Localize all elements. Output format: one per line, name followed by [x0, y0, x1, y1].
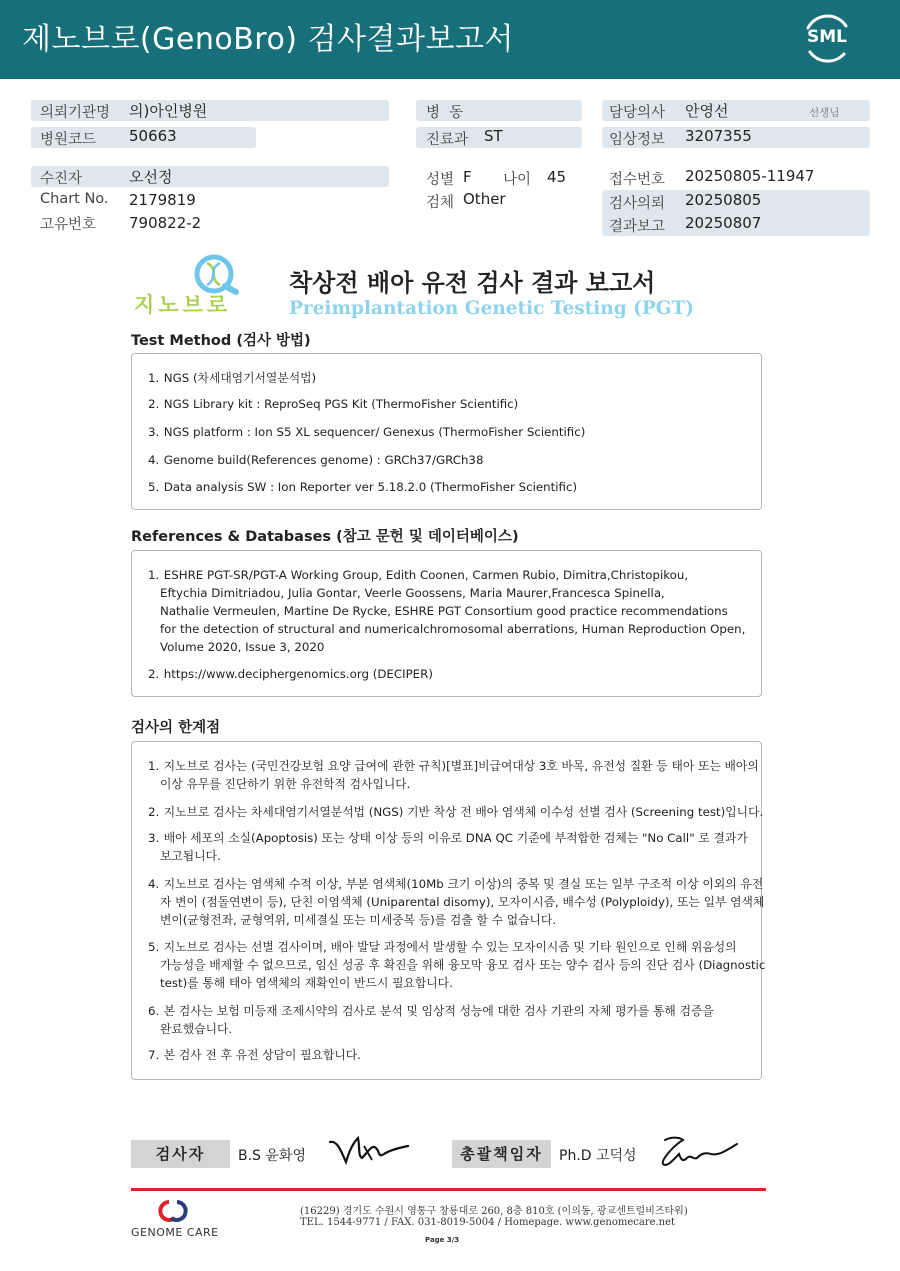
references-heading: References & Databases (참고 문헌 및 데이터베이스)	[131, 529, 519, 545]
patient-label: 수진자	[40, 171, 83, 187]
method-item-1: 1. NGS (차세대염기서열분석법)	[148, 371, 317, 385]
genobro-brand-text: 지노브로	[134, 293, 232, 317]
patient-value: 오선정	[129, 168, 173, 186]
doctor-label: 담당의사	[609, 105, 666, 121]
report-subtitle: Preimplantation Genetic Testing (PGT)	[289, 298, 695, 319]
sex-value: F	[463, 168, 472, 186]
report-date-value: 20250807	[685, 214, 762, 232]
limitation-item-3: 3. 배아 세포의 소실(Apoptosis) 또는 상태 이상 등의 이유로 DNA QC 기준에 부적합한 검체는 "No Call" 로 결과가 보고됩니다.	[148, 831, 748, 863]
footer-address: (16229) 경기도 수원시 영통구 창룡대로 260, 8층 810호 (이의동, 광교센트럴비즈타워)	[300, 1206, 688, 1217]
method-item-4: 4. Genome build(References genome) : GRCh37/GRCh38	[148, 453, 484, 467]
department-value: ST	[484, 127, 503, 145]
doctor-value: 안영선	[685, 102, 729, 120]
hospital-code-value: 50663	[129, 127, 177, 145]
clinical-label: 임상정보	[609, 132, 666, 148]
request-label: 검사의뢰	[609, 196, 666, 212]
id-label: 고유번호	[40, 217, 97, 233]
reference-item-2: 2. https://www.deciphergenomics.org (DECIPER)	[148, 667, 433, 681]
report-date-label: 결과보고	[609, 219, 666, 235]
limitation-item-4: 4. 지노브로 검사는 염색체 수적 이상, 부분 염색체(10Mb 크기 이상)의 중복 및 결실 또는 일부 구조적 이상 이외의 유전 자 변이 (점돌연변이 등), 단친 이염색체 (Uniparental disomy), 모자이시즘, 배수성 (Polyploidy), 또는 일부 염색체 변이(균형전좌, 균형역위, 미세결실 또는 미세중복 등)를 검출 할 수 없습니다.	[148, 877, 765, 927]
report-header-title: 제노브로(GenoBro) 검사결과보고서	[22, 22, 514, 57]
sex-label: 성별	[426, 172, 455, 188]
institution-value: 의)아인병원	[129, 102, 208, 120]
director-name: Ph.D 고덕성	[559, 1148, 637, 1164]
limitations-heading: 검사의 한계점	[131, 720, 221, 736]
limitation-item-6: 6. 본 검사는 보험 미등재 조제시약의 검사로 분석 및 임상적 성능에 대한 검사 기관의 자체 평가를 통해 검증을 완료했습니다.	[148, 1004, 714, 1036]
age-value: 45	[547, 168, 567, 186]
ward-label: 병 동	[426, 105, 464, 121]
hospital-code-label: 병원코드	[40, 132, 97, 148]
report-title: 착상전 배아 유전 검사 결과 보고서	[289, 269, 656, 297]
director-label: 총괄책임자	[452, 1140, 551, 1168]
receipt-label: 접수번호	[609, 172, 666, 188]
doctor-suffix: 선생님	[809, 107, 840, 119]
limitation-item-2: 2. 지노브로 검사는 차세대염기서열분석법 (NGS) 기반 착상 전 배아 염색체 이수성 선별 검사 (Screening test)입니다.	[148, 805, 764, 819]
request-value: 20250805	[685, 191, 762, 209]
examiner-label: 검사자	[131, 1140, 230, 1168]
examiner-name: B.S 윤화영	[238, 1148, 306, 1164]
director-signature	[655, 1132, 739, 1170]
clinical-value: 3207355	[685, 127, 752, 145]
institution-label: 의뢰기관명	[40, 105, 111, 121]
receipt-value: 20250805-11947	[685, 167, 815, 185]
specimen-value: Other	[463, 190, 506, 208]
limitation-item-5: 5. 지노브로 검사는 선별 검사이며, 배아 발달 과정에서 발생할 수 있는 모자이시즘 및 기타 원인으로 인해 위음성의 가능성을 배제할 수 없으므로, 임신 성공 후 확진을 위해 융모막 융모 검사 또는 양수 검사 등의 진단 검사 (Diagnostic test)를 통해 태아 염색체의 재확인이 반드시 필요합니다.	[148, 940, 766, 990]
page-number: Page 3/3	[425, 1236, 460, 1244]
reference-item-1: 1. ESHRE PGT-SR/PGT-A Working Group, Edith Coonen, Carmen Rubio, Dimitra,Christopikou, Eftychia Dimitriadou, Julia Gontar, Veerle Goossens, Maria Maurer,Francesca Spinella, Nathalie Vermeulen, Martine De Rycke, ESHRE PGT Consortium good practice recommendations for the detection of structural and numericalchromosomal aberrations, Human Reproduction Open, Volume 2020, Issue 3, 2020	[148, 568, 746, 654]
sml-logo-text: SML	[807, 27, 847, 47]
method-item-5: 5. Data analysis SW : Ion Reporter ver 5.18.2.0 (ThermoFisher Scientific)	[148, 480, 578, 494]
chart-label: Chart No.	[40, 191, 109, 207]
age-label: 나이	[503, 172, 532, 188]
chart-value: 2179819	[129, 191, 196, 209]
id-value: 790822-2	[129, 214, 202, 232]
method-item-3: 3. NGS platform : Ion S5 XL sequencer/ Genexus (ThermoFisher Scientific)	[148, 425, 586, 439]
limitation-item-7: 7. 본 검사 전 후 유전 상담이 필요합니다.	[148, 1048, 361, 1062]
department-label: 진료과	[426, 132, 469, 148]
footer-divider	[131, 1188, 766, 1191]
examiner-signature	[328, 1134, 410, 1168]
test-method-heading: Test Method (검사 방법)	[131, 333, 311, 349]
patient-field	[31, 166, 389, 187]
limitation-item-1: 1. 지노브로 검사는 (국민건강보험 요양 급여에 관한 규칙)[별표]비급여대상 3호 바목, 유전성 질환 등 태아 또는 배아의 이상 유무를 진단하기 위한 유전학적 검사입니다.	[148, 759, 759, 791]
genome-care-logo-icon	[155, 1198, 193, 1224]
genome-care-text: GENOME CARE	[131, 1226, 219, 1239]
method-item-2: 2. NGS Library kit : ReproSeq PGS Kit (ThermoFisher Scientific)	[148, 397, 519, 411]
footer-contact: TEL. 1544-9771 / FAX. 031-8019-5004 / Homepage. www.genomecare.net	[300, 1217, 676, 1228]
specimen-label: 검체	[426, 195, 455, 211]
